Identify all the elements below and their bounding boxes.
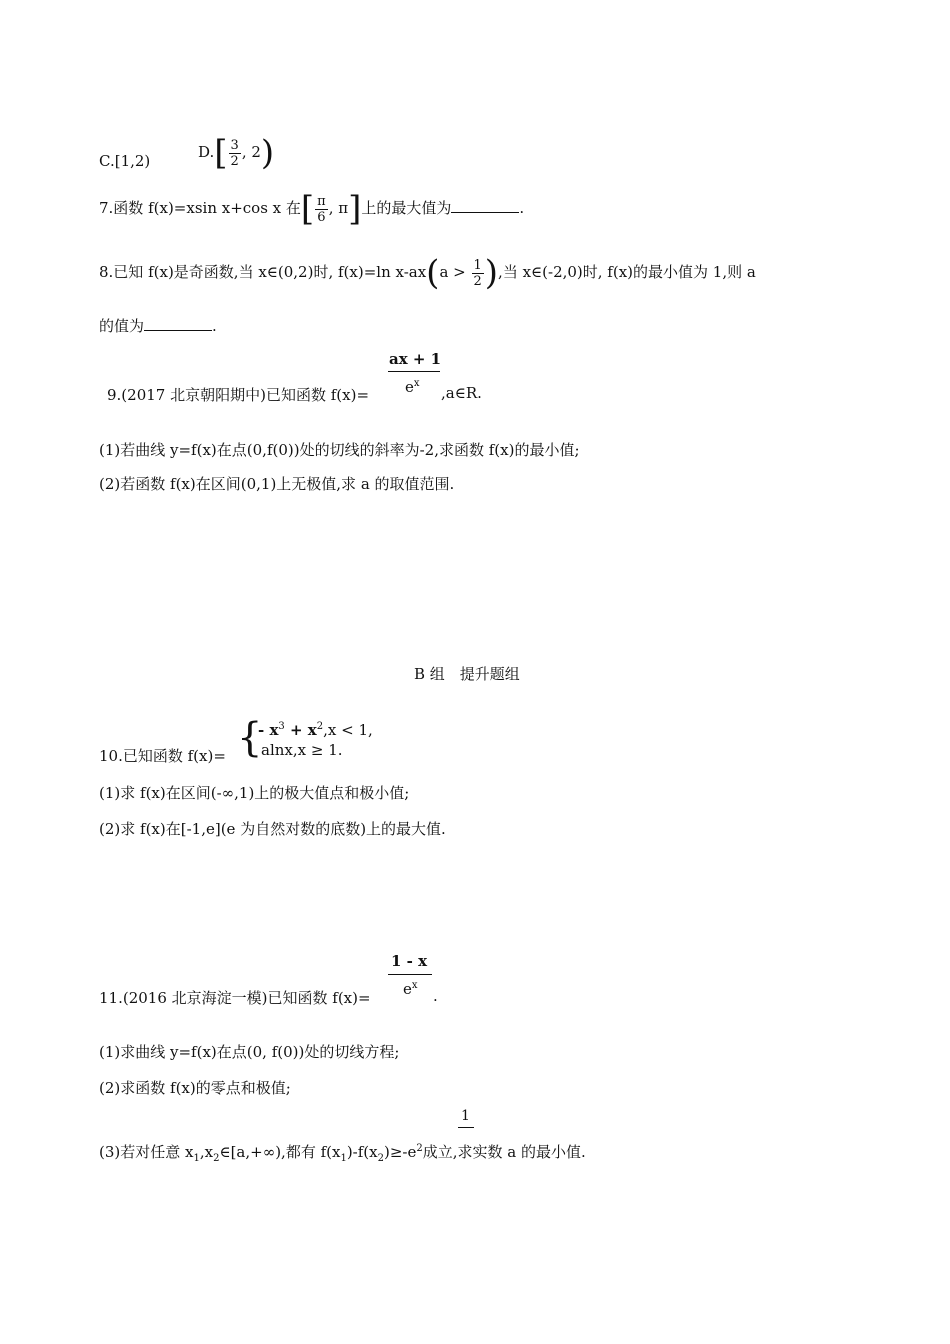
q11-part-3: (3)若对任意 $x_1,x_2\in[a,+\infty)$,都有 $f(x_1)-f(x_2)\ge-e^2$成立,求实数 a 的最小值. (99, 1143, 586, 1164)
q10-part-1: (1)求 f(x)在区间(-∞,1)上的极大值点和极小值; (99, 784, 410, 802)
answer-blank (144, 329, 212, 331)
q11-tail: . (433, 987, 438, 1005)
q11-p3-fraction-bar (458, 1127, 474, 1128)
q8-fraction: $\frac{1}{2}$ (473, 257, 482, 289)
option-d: D.[ $\frac{3}{2}$ , 2) (198, 133, 275, 173)
question-8: 8.已知 f(x)是奇函数,当 x∈(0,2)时, f(x)=ln x-ax(a > $\frac{1}{2}$ ),当 x∈(-2,0)时, f(x)的最小值为 1,则 a (99, 253, 756, 293)
q9-numerator: ax + 1 (389, 350, 442, 368)
q10-case-1: - $x^3 + x^2,x < 1$, (258, 721, 373, 739)
q10-case-2: alnx,x ≥ 1. (261, 741, 343, 759)
q10-part-2: (2)求 f(x)在[-1,e](e 为自然对数的底数)上的最大值. (99, 820, 446, 838)
q11-numerator: 1 - x (391, 952, 428, 970)
q11-denominator: $e^x$ (403, 980, 418, 998)
question-11: 11.(2016 北京海淀一模)已知函数 f(x)= (99, 989, 371, 1007)
q11-part-2: (2)求函数 f(x)的零点和极值; (99, 1079, 291, 1097)
q9-tail: ,a∈R. (441, 384, 482, 402)
question-8-line2: 的值为 . (99, 317, 217, 335)
q9-fraction-bar (388, 371, 440, 372)
answer-blank (451, 211, 519, 213)
q11-p3-fraction-numerator: 1 (461, 1108, 470, 1124)
question-7: 7.函数 f(x)=xsin x+cos x 在[ $\frac{\pi}{6}$ , π]上的最大值为 . (99, 189, 525, 229)
q7-fraction: $\frac{\pi}{6}$ (317, 193, 326, 225)
piecewise-brace: { (237, 715, 263, 761)
option-d-fraction: $\frac{3}{2}$ (230, 137, 239, 169)
question-10: 10.已知函数 f(x)= (99, 747, 226, 765)
section-b-heading: B 组 提升题组 (414, 665, 520, 683)
question-9: 9.(2017 北京朝阳期中)已知函数 f(x)= (107, 386, 370, 404)
q11-part-1: (1)求曲线 y=f(x)在点(0, f(0))处的切线方程; (99, 1043, 400, 1061)
option-c: C.[1,2) (99, 152, 151, 170)
q11-fraction-bar (388, 974, 432, 975)
q9-part-1: (1)若曲线 y=f(x)在点(0,f(0))处的切线的斜率为-2,求函数 f(x)的最小值; (99, 441, 580, 459)
option-d-label: D. (198, 143, 215, 161)
q9-part-2: (2)若函数 f(x)在区间(0,1)上无极值,求 a 的取值范围. (99, 475, 455, 493)
q9-denominator: $e^x$ (405, 378, 420, 396)
